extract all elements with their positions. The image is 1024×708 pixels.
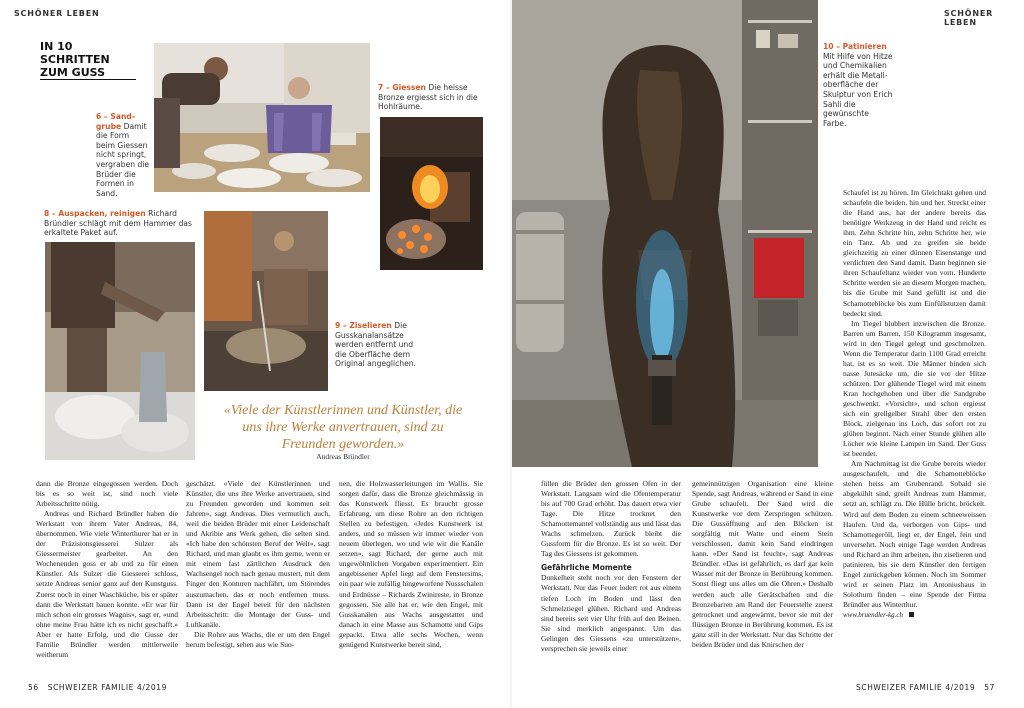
footer-right <box>856 683 995 692</box>
subheading-gefaehrliche-momente: Gefährliche Momente <box>541 563 632 573</box>
column1-paragraph: Andreas und Richard Bründler haben die Werkstatt von ihrem Vater Andreas, 84, übernommen. Wie viele Winterthurer hat er in der Präzisionsgiesserei Sulzer als Giessermeister gearbeitet. An den Wochenenden goss er ab und zu für einen Künstler. Als Sulzer die Giesserei schloss, setzte Andreas senior ganz auf den Kunstguss. Zuerst noch in einer Waschküche, bis er später dann die Werkstatt bauen konnte. «Er war für mich schon ein grosses Wagnis», sagt er, «und ohne meine Frau hätte ich es nicht geschafft.» Aber er hatte Erfolg, und die Gusse der Familie Bründler werden mittlerweile weitherum <box>36 509 178 659</box>
caption-step6-text: Damit die Form beim Giessen nicht springt, vergraben die Brüder die Formen in Sand. <box>96 121 150 198</box>
caption-step7-text: Die heisse Bronze ergiesst sich in die Hohlräume. <box>378 83 478 112</box>
column6-paragraph: Schaufel ist zu hören. Im Gleichtakt gehen und schaufeln die beiden, hin und her. Streckt einer die Hand aus, hat der andere bereits das benötigte Werkzeug in der Hand und reicht es ihm. Zehn Schritte hin, zehn Schritte her, wie ein Tanz. Ab und zu greifen sie beide gleichzeitig zu einer dünnen Eisenstange und verdichten den Sand damit. Dann beginnen sie ihren Schaufeltanz wieder von vorn. Hunderte Schritte werden sie an diesem Morgen machen, bis die Grube mit Sand gefüllt ist und die Schamotteblöcke bis zum Einfüllstutzen damit bedeckt sind. <box>843 188 986 318</box>
caption-step9-label: 9 – Ziselieren <box>335 321 392 330</box>
caption-step7-label: 7 – Giessen <box>378 83 426 92</box>
photo-step9-illustration <box>204 211 328 391</box>
photo-step10-illustration <box>512 0 818 467</box>
caption-step8-text: Richard Bründler schlägt mit dem Hammer das erkaltete Paket auf. <box>44 209 193 238</box>
caption-step10-text: Mit Hilfe von Hitze und Chemikalien erhält die Metalloberfläche der Skulptur von Erich Sahli die gewünschte Farbe. <box>823 51 893 128</box>
steps-title-line2: ZUM GUSS <box>40 66 105 79</box>
photo-step7-illustration <box>380 117 483 270</box>
photo-step6-sand-pit <box>154 43 370 192</box>
photo-step8-unpacking <box>45 242 195 460</box>
photo-step10-patination <box>512 0 818 467</box>
end-mark <box>909 612 914 617</box>
magazine-name-left: SCHWEIZER FAMILIE 4/2019 <box>47 683 167 692</box>
article-column-4 <box>541 479 681 654</box>
footer-left <box>28 683 167 692</box>
caption-step7 <box>378 83 480 112</box>
column4-paragraph: Dunkelheit steht noch vor den Fenstern der Werkstatt. Nur das Feuer lodert rot aus einem tiefen Loch im Boden und lässt den Schmelztiegel glühen. Richard und Andreas sind bereits seit vier Uhr früh auf den Beinen. Sie sind merklich angespannt. Um das Gelingen des Giessens «zu unterstützen», versprechen sie jeweils einer <box>541 573 681 653</box>
section-label-right: SCHÖNER LEBEN <box>944 9 994 27</box>
pull-quote-author: Andreas Bründler <box>316 452 370 461</box>
column2-paragraph: Die Rohre aus Wachs, die er um den Engel herum befestigt, sehen aus wie Suo- <box>186 629 330 649</box>
pull-quote: «Viele der Künstlerinnen und Künstler, die uns ihre Werke anvertrauen, sind zu Freunden geworden.» <box>223 403 463 452</box>
article-column-2 <box>186 479 330 650</box>
caption-step6-label: 6 – Sandgrube <box>96 112 135 131</box>
article-column-1 <box>36 479 178 660</box>
article-column-3 <box>339 479 483 650</box>
column3-paragraph: nen, die Holzwasserleitungen im Wallis. Sie sorgen dafür, dass die Bronze gleichmässig in das Kunstwerk fliesst. Es braucht grosse Erfahrung, um diese Rohre an den richtigen Stellen zu befestigen. «Jedes Kunstwerk ist anders, und so müssen wir immer wieder von neuem überlegen, wo und wie wir die Kanäle setzen», sagt Richard, der gerne auch mit ungewöhnlichen Vorgaben experimentiert. Ein angebissener Apfel liegt auf dem Fenstersims, ein paar wie zufällig hingeworfene Nussschalen und Erdnüsse – Richards Zwinireste, in Bronze gegossen. Sie alle hat er, wie den Engel, mit Gusskanälen aus Wachs ausgestattet und danach in eine Masse aus Schamotte und Gips gepackt. Etwa alle sechs Wochen, wenn genügend Kunstwerke bereit sind, <box>339 479 483 649</box>
section-label-left: SCHÖNER LEBEN <box>14 9 100 18</box>
column2-paragraph: geschätzt. «Viele der Künstlerinnen und Künstler, die uns ihre Werke anvertrauen, sind zu Freunden geworden und kommen seit Jahren», sagt Andreas. Dies vermutlich auch, weil die beiden Brüder mit einer Leidenschaft und Akribie ans Werk gehen, die selten sind. «Ich habe den schönsten Beruf der Welt», sagt Richard, und man glaubt es ihm gerne, wenn er mit einem fast zärtlichen Ausdruck den Wachsengel noch nach genau mustert, mit dem Finger den Konturen nachfährt, um Störendes auszumachen, das er noch entfernen muss. Dann ist der Engel bereit für den nächsten Arbeitsschritt: die Montage der Guss- und Luftkanäle. <box>186 479 330 629</box>
caption-step6 <box>96 112 150 198</box>
photo-step6-illustration <box>154 43 370 192</box>
caption-step8-label: 8 – Auspacken, reinigen <box>44 209 146 218</box>
photo-step9-chasing <box>204 211 328 391</box>
photo-step7-pouring <box>380 117 483 270</box>
column6-paragraph: Am Nachmittag ist die Grube bereits wieder ausgeschaufelt, und die Schamotteblöcke stehen heiss am Grubenrand. Sobald sie abgekühlt sind, greift Andreas zum Hammer, setzt an, schlägt zu. Die Hülle bricht, bröckelt. Wird auf dem Boden zu einem schneeweissen Haufen. Und da, verborgen von Gips- und Schamottegeröll, liegt er, der Engel, fein und unversehrt. Noch einige Tage werden Andreas und Richard an ihm arbeiten, ihn ziselieren und patinieren, bis sie dem Künstler den fertigen Engel zurückgeben können. Noch im Sommer wird er seinen Platz im Antoniushaus in Solothurn finden – eine Spende der Firma Bründler aus Winterthur. <box>843 459 986 609</box>
caption-step10 <box>823 42 893 128</box>
column4-paragraph: füllen die Brüder den grossen Ofen in der Werkstatt. Langsam wird die Ofentemperatur bis auf 700 Grad erhöht. Das dauert etwa vier Tage. Die Hitze trocknet den Schamottemantel vollständig aus und lässt das Wachs schmelzen. Zurück bleibt die Gussform für die Bronze. Es ist so weit. Der Tag des Giessens ist gekommen. <box>541 479 681 559</box>
caption-step8 <box>44 209 194 238</box>
column5-paragraph: gemeinnützigen Organisation eine kleine Spende, sagt Andreas, während er Sand in eine Grube schaufelt. Der Sand wird die Kunstwerke vor dem Zerspringen schützen. Die Gussöffnung auf den Blöcken ist sorgfältig mit Watte und einem Stein verschlossen, damit kein Sand eindringen kann. «Der Sand ist feucht», sagt Andreas Bründler. «Das ist gefährlich, es darf gar kein Wasser mit der Bronze in Berührung kommen. Sonst fliegt uns alles um die Ohren.» Deshalb werden auch alle Gerätschaften und die Bronzebarren am Rand der Feuerstelle zuerst getrocknet und angewärmt, bevor sie mit der flüssigen Bronze in Berührung kommen. Es ist ganz still in der Werkstatt. Nur das Schritte der beiden Brüder und das Knirschen der <box>692 479 833 649</box>
column1-paragraph: dann die Bronze eingegossen werden. Doch bis es so weit ist, sind noch viele Arbeitsschritte nötig. <box>36 479 178 509</box>
article-column-6 <box>843 188 986 620</box>
steps-title-line1: IN 10 SCHRITTEN <box>40 40 110 66</box>
caption-step9 <box>335 321 425 369</box>
photo-step8-illustration <box>45 242 195 460</box>
caption-step10-label: 10 – Patinieren <box>823 42 887 51</box>
page-number-right: 57 <box>984 683 995 692</box>
website-url[interactable]: www.bruendler-kg.ch <box>843 610 903 619</box>
article-column-5 <box>692 479 833 650</box>
column6-paragraph: Im Tiegel blubbert inzwischen die Bronze. Barren um Barren, 150 Kilogramm insgesamt, wird in den Tiegel gelegt und geschmolzen. Wenn die Temperatur darin 1100 Grad erreicht hat, ist es so weit. Die Männer binden sich nasse Jutesäcke um, die sie vor der Hitze schützen. Der glühende Tiegel wird mit einem Kran hochgehoben und über die Sandgrube geschwenkt. «Vorsicht», und schon ergiesst sich ein grellgelber Strahl über den ersten Block, zielgenau ins Loch, das sofort rot zu glühen beginnt. Nach einer Stunde glühen alle Löcher wie kleine Lampen im Sand. Der Guss ist beendet. <box>843 318 986 459</box>
caption-step9-text: Die Gusskanalansätze werden entfernt und die Oberfläche dem Original angeglichen. <box>335 321 417 369</box>
steps-title <box>40 40 136 80</box>
magazine-name-right: SCHWEIZER FAMILIE 4/2019 <box>856 683 976 692</box>
page-number-left: 56 <box>28 683 39 692</box>
